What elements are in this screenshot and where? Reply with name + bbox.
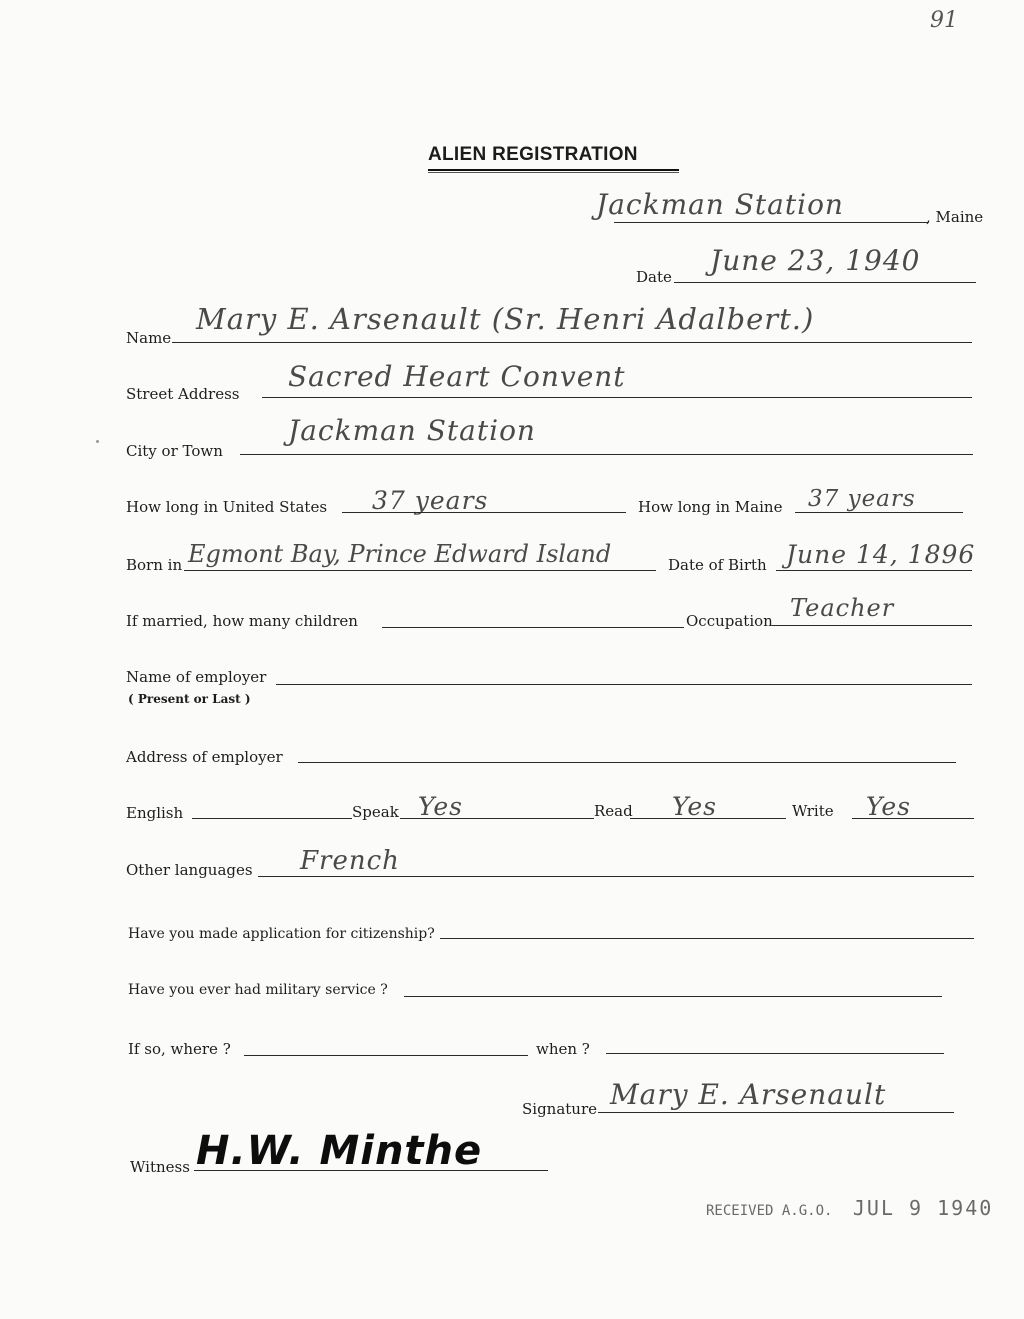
date-line [674,282,976,283]
form-title: ALIEN REGISTRATION [428,144,638,165]
title-underline-shadow [428,172,679,173]
years-us-entry: 37 years [372,486,489,515]
english-label: English [126,804,184,822]
employer-address-line [298,762,956,763]
years-us-label: How long in United States [126,498,328,516]
signature-entry: Mary E. Arsenault [610,1078,887,1111]
other-languages-line [258,876,974,877]
other-languages-entry: French [300,846,400,876]
witness-line [194,1170,548,1171]
dob-label: Date of Birth [668,556,767,574]
occupation-label: Occupation [686,612,773,630]
read-line [630,818,786,819]
military-label: Have you ever had military service ? [128,982,388,998]
employer-line [276,684,972,685]
years-maine-entry: 37 years [808,486,916,512]
read-entry: Yes [672,792,717,821]
occupation-entry: Teacher [790,594,895,622]
name-line [172,342,972,343]
write-label: Write [792,802,834,820]
received-stamp-text: RECEIVED A.G.O. [706,1203,833,1219]
employer-sublabel: ( Present or Last ) [128,692,251,706]
page-number-note: 91 [930,8,958,33]
write-entry: Yes [866,792,911,821]
dob-line [776,570,972,571]
date-entry: June 23, 1940 [710,244,921,277]
title-underline [428,169,679,171]
city-entry: Jackman Station [288,414,536,447]
years-us-line [342,512,626,513]
received-stamp [706,1196,993,1220]
name-label: Name [126,329,172,347]
children-label: If married, how many children [126,612,358,630]
town-entry: Jackman Station [596,188,844,221]
employer-label: Name of employer [126,668,267,686]
state-label: , Maine [926,208,984,226]
birthplace-line [184,570,656,571]
employer-address-label: Address of employer [126,748,283,766]
children-line [382,627,684,628]
street-label: Street Address [126,385,240,403]
where-label: If so, where ? [128,1040,231,1058]
name-entry: Mary E. Arsenault (Sr. Henri Adalbert.) [196,302,815,336]
military-line [404,996,942,997]
read-label: Read [594,802,633,820]
received-stamp-date: JUL 9 1940 [852,1196,994,1220]
witness-signature: H.W. Minthe [196,1128,483,1174]
dob-entry: June 14, 1896 [786,540,976,569]
where-line [244,1055,528,1056]
years-maine-label: How long in Maine [638,498,783,516]
signature-label: Signature [522,1100,598,1118]
speak-line [400,818,594,819]
paper-speck [96,440,99,443]
citizenship-line [440,938,974,939]
speak-entry: Yes [418,792,463,821]
speak-label: Speak [352,803,399,821]
when-label: when ? [536,1040,590,1058]
birthplace-entry: Egmont Bay, Prince Edward Island [188,540,612,568]
write-line [852,818,974,819]
when-line [606,1053,944,1054]
street-line [262,397,972,398]
witness-label: Witness [130,1158,190,1176]
date-label: Date [636,268,672,286]
born-label: Born in [126,556,183,574]
signature-line [598,1112,954,1113]
other-languages-label: Other languages [126,861,253,879]
city-line [240,454,973,455]
street-entry: Sacred Heart Convent [288,360,626,393]
years-maine-line [795,512,963,513]
town-line [614,222,928,223]
city-label: City or Town [126,442,223,460]
english-line [192,818,352,819]
occupation-line [772,625,972,626]
citizenship-label: Have you made application for citizenship? [128,926,435,942]
